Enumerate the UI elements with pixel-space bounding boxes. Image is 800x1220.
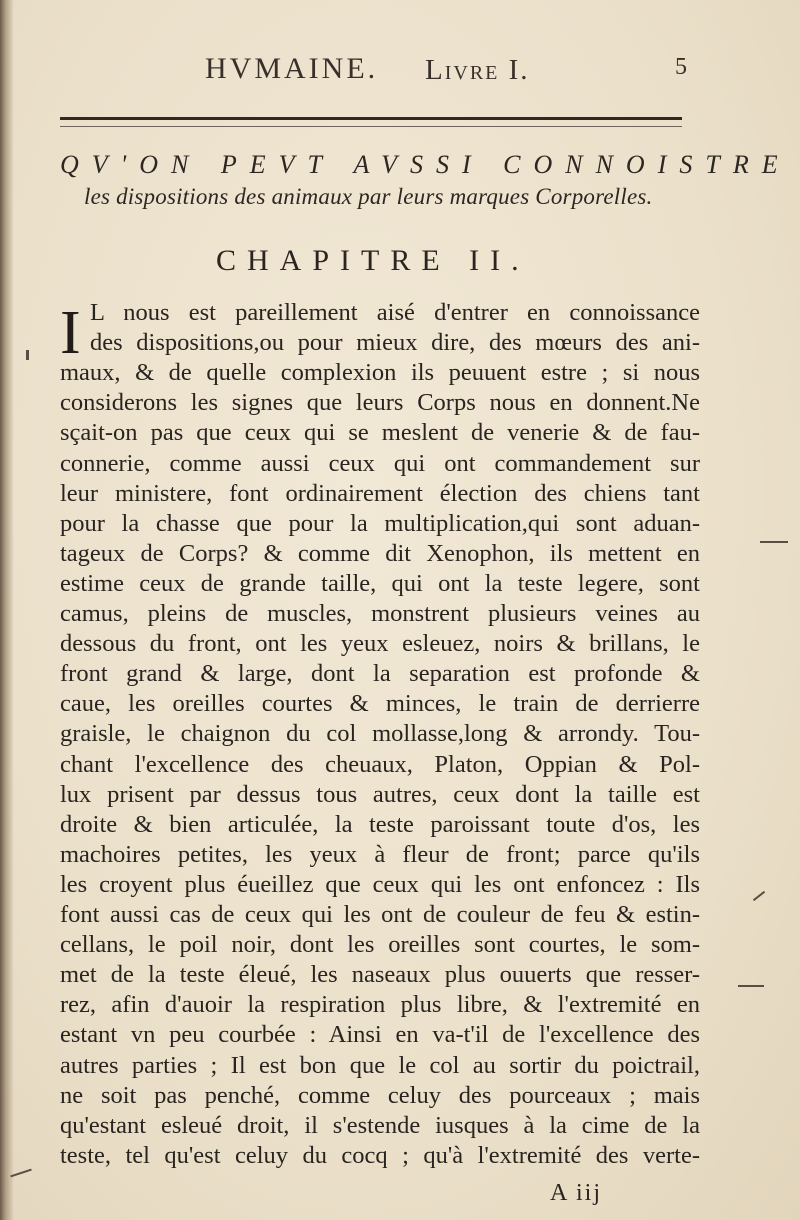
running-head-book: Livre I. bbox=[425, 54, 530, 86]
page-gutter bbox=[0, 0, 14, 1220]
text-line: front grand & large, dont la separation est profonde & bbox=[60, 660, 700, 688]
margin-mark bbox=[26, 350, 29, 360]
drop-cap: I bbox=[60, 299, 81, 367]
text-line: rez, afin d'auoir la respiration plus libre, & l'extremité en bbox=[60, 991, 700, 1019]
chapter-heading: CHAPITRE II. bbox=[216, 244, 530, 277]
text-line: lux prisent par dessus tous autres, ceux dont la taille est bbox=[60, 780, 700, 808]
margin-mark bbox=[753, 891, 765, 901]
running-head-title: HVMAINE. bbox=[205, 52, 379, 85]
chapter-rubric-line-1: QV'ON PEVT AVSSI CONNOISTRE bbox=[60, 150, 791, 179]
text-line: caue, les oreilles courtes & minces, le train de derrierre bbox=[60, 690, 700, 718]
text-line: cellans, le poil noir, dont les oreilles sont courtes, le som- bbox=[60, 931, 700, 959]
text-line: pour la chasse que pour la multiplication,qui sont aduan- bbox=[60, 509, 700, 537]
text-line: ne soit pas penché, comme celuy des pourceaux ; mais bbox=[60, 1081, 700, 1109]
text-line: droite & bien articulée, la teste paroissant toute d'os, les bbox=[60, 810, 700, 838]
text-line: estant vn peu courbée : Ainsi en va-t'il de l'excellence des bbox=[60, 1021, 700, 1049]
running-head bbox=[205, 52, 725, 92]
text-line: sçait-on pas que ceux qui se meslent de venerie & de fau- bbox=[60, 419, 700, 447]
text-line: des dispositions,ou pour mieux dire, des mœurs des ani- bbox=[90, 329, 700, 357]
text-line: considerons les signes que leurs Corps nous en donnent.Ne bbox=[60, 389, 700, 417]
text-line: connerie, comme aussi ceux qui ont commandement sur bbox=[60, 449, 700, 477]
text-line: tageux de Corps? & comme dit Xenophon, ils mettent en bbox=[60, 539, 700, 567]
text-line: font aussi cas de ceux qui les ont de couleur de feu & estin- bbox=[60, 901, 700, 928]
page-number: 5 bbox=[675, 54, 690, 80]
text-line: estime ceux de grande taille, qui ont la teste legere, sont bbox=[60, 569, 700, 597]
text-line: met de la teste éleué, les naseaux plus ouuerts que resser- bbox=[60, 961, 700, 989]
text-line: maux, & de quelle complexion ils peuuent estre ; si nous bbox=[60, 359, 700, 387]
text-line: les croyent plus éueillez que ceux qui les ont enfoncez : Ils bbox=[60, 870, 700, 898]
text-line: qu'estant esleué droit, il s'estende iusques à la cime de la bbox=[60, 1111, 700, 1139]
signature-mark: A iij bbox=[550, 1180, 603, 1206]
header-rule bbox=[60, 117, 682, 127]
text-line: leur ministere, font ordinairement élection des chiens tant bbox=[60, 479, 700, 507]
text-line: graisle, le chaignon du col mollasse,long & arrondy. Tou- bbox=[60, 720, 700, 748]
margin-mark bbox=[760, 541, 788, 543]
text-line: L nous est pareillement aisé d'entrer en connoissance bbox=[90, 299, 700, 326]
text-line: chant l'excellence des cheuaux, Platon, Oppian & Pol- bbox=[60, 750, 700, 778]
text-line: autres parties ; Il est bon que le col au sortir du poictrail, bbox=[60, 1051, 700, 1079]
chapter-rubric-line-2: les dispositions des animaux par leurs marques Corporelles. bbox=[84, 184, 653, 209]
text-line: camus, pleins de muscles, monstrent plusieurs veines au bbox=[60, 600, 700, 627]
margin-mark bbox=[738, 985, 764, 987]
text-line: teste, tel qu'est celuy du cocq ; qu'à l'extremité des verte- bbox=[60, 1141, 700, 1169]
text-line: dessous du front, ont les yeux esleuez, noirs & brillans, le bbox=[60, 630, 700, 658]
text-line: machoires petites, les yeux à fleur de front; parce qu'ils bbox=[60, 840, 700, 868]
